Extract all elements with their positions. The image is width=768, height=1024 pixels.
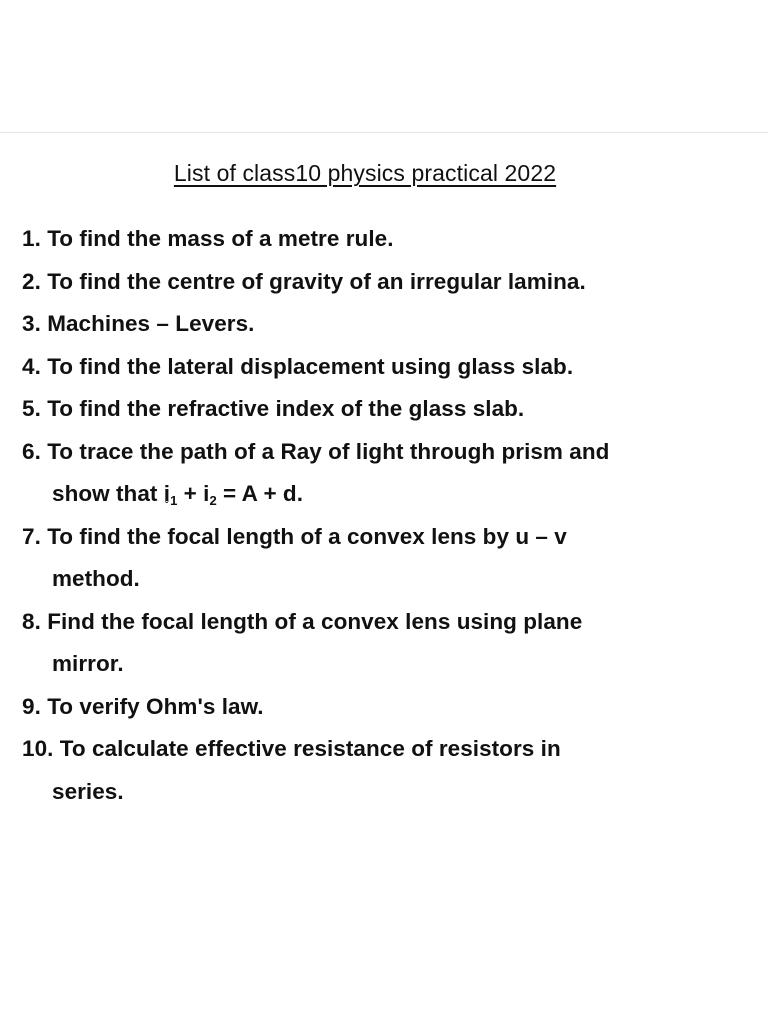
list-item [22,728,762,813]
item-text: To find the centre of gravity of an irregular lamina. [47,268,586,294]
formula-prefix: show that [52,481,164,506]
item-text: To trace the path of a Ray of light through prism and [47,438,610,464]
list-item [22,516,762,601]
formula-rest: = A + d. [216,481,304,506]
list-item [22,346,762,389]
item-continuation: series. [52,778,124,804]
item-number: 5. [22,396,41,421]
item-line [22,728,762,771]
page-title: List of class10 physics practical 2022 [173,160,557,186]
item-text: To find the lateral displacement using glass slab. [47,353,574,379]
item-text: To find the refractive index of the glass slab. [47,396,525,421]
header-divider [0,132,768,133]
item-number: 8. [22,608,41,634]
item-line [22,601,762,644]
item-text: To find the focal length of a convex lens by u – v [47,523,567,549]
item-line [22,261,762,304]
item-number: 9. [22,693,41,719]
list-item [22,601,762,686]
item-formula-line [22,473,762,516]
item-text: Machines – Levers. [47,311,255,336]
item-number: 3. [22,311,41,336]
item-line [22,346,762,389]
item-number: 6. [22,438,41,464]
item-number: 1. [22,226,41,251]
item-continuation: mirror. [52,651,124,676]
item-line [22,218,762,261]
list-item [22,218,762,261]
item-text: To find the mass of a metre rule. [47,226,394,251]
item-line [22,431,762,474]
item-text: To calculate effective resistance of resistors in [59,736,561,761]
list-item [22,388,762,431]
item-line [22,388,762,431]
item-number: 7. [22,523,41,549]
item-line [22,516,762,559]
practical-list [22,218,762,813]
item-text: To verify Ohm's law. [47,693,264,719]
item-line [22,686,762,729]
item-number: 2. [22,268,41,294]
item-number: 10. [22,736,54,761]
item-line [22,303,762,346]
formula-sub-2: 2 [209,493,217,508]
list-item [22,431,762,516]
item-continuation: method. [52,566,140,591]
item-number: 4. [22,353,41,379]
formula-sub-1: 1 [170,493,178,508]
list-item [22,303,762,346]
list-item [22,261,762,304]
list-item [22,686,762,729]
item-text: Find the focal length of a convex lens using plane [47,608,583,634]
formula-plus: + i [177,481,210,506]
formula-i: i ˇ [164,473,170,516]
